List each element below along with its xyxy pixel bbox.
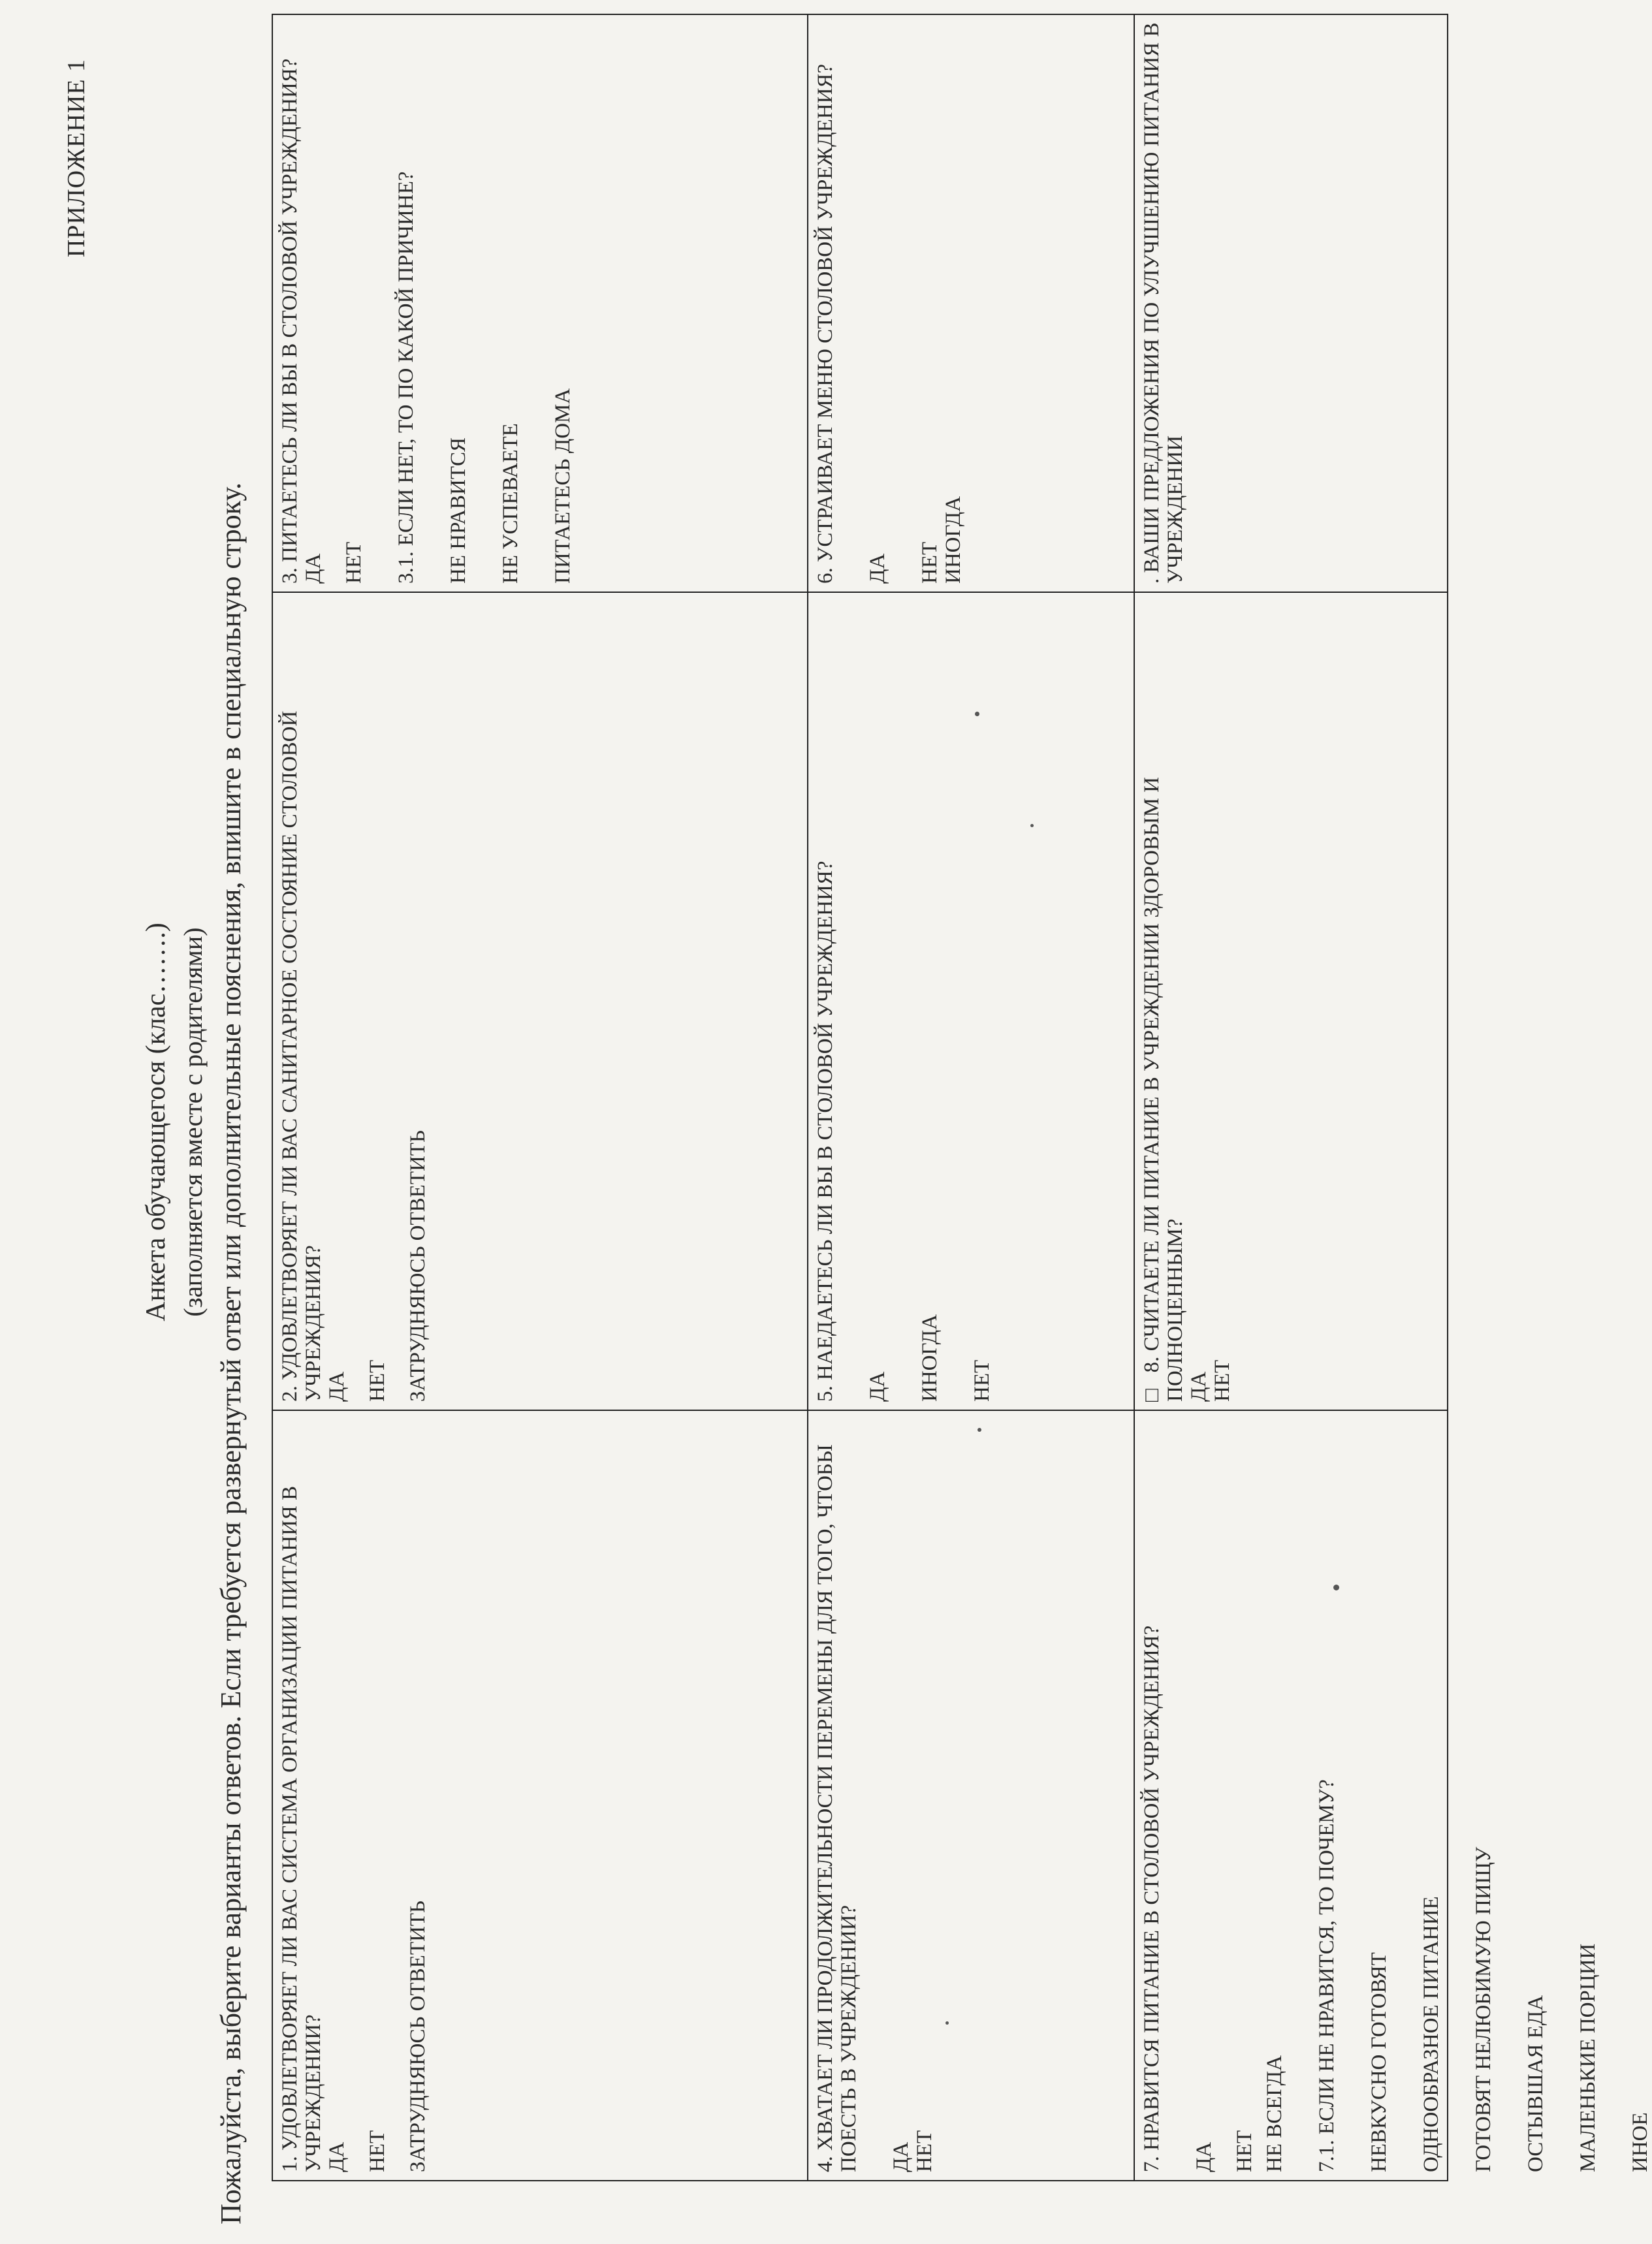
answer-option[interactable]: ИНОГДА <box>942 496 965 584</box>
question-text: 1. УДОВЛЕТВОРЯЕТ ЛИ ВАС СИСТЕМА ОРГАНИЗАЦИИ ПИТАНИЯ В УЧРЕЖДЕНИИ? <box>278 1485 325 2172</box>
questionnaire-subtitle: (заполняется вместе с родителями) <box>178 927 208 1317</box>
question-8-text: 8. СЧИТАЕТЕ ЛИ ПИТАНИЕ В УЧРЕЖДЕНИИ ЗДОРОВЫМ И ПОЛНОЦЕННЫМ? <box>1140 777 1187 1402</box>
answer-option[interactable]: ПИТАЕТЕСЬ ДОМА <box>551 388 575 584</box>
answer-option[interactable]: ДА <box>866 1371 889 1402</box>
question-cell-3 <box>273 14 808 592</box>
answer-option[interactable]: НЕТ <box>1233 2130 1256 2172</box>
answer-option[interactable]: НЕТ <box>913 2130 936 2172</box>
answer-option[interactable]: НЕТ <box>1211 1359 1234 1402</box>
answer-option[interactable]: ДА <box>302 553 325 584</box>
question-text <box>1140 599 1187 1402</box>
question-cell-4 <box>808 1410 1135 2180</box>
answer-option[interactable]: ЗАТРУДНЯЮСЬ ОТВЕТИТЬ <box>406 1901 430 2172</box>
checkbox-marker[interactable]: □ <box>1140 1389 1164 1402</box>
answer-option[interactable]: ДА <box>1187 1371 1211 1402</box>
question-text: 6. УСТРАИВАЕТ МЕНЮ СТОЛОВОЙ УЧРЕЖДЕНИЯ? <box>814 63 837 584</box>
question-cell-8 <box>1135 592 1448 1410</box>
question-text: 3. ПИТАЕТЕСЬ ЛИ ВЫ В СТОЛОВОЙ УЧРЕЖДЕНИЯ? <box>278 58 302 584</box>
appendix-label: ПРИЛОЖЕНИЕ 1 <box>63 59 90 258</box>
instructions: Пожалуйста, выберите варианты ответов. Если требуется развернутый ответ или дополнительные пояснения, впишите в специальную строку. <box>215 482 247 2224</box>
answer-option[interactable]: ДА <box>1192 2141 1216 2172</box>
question-cell-7 <box>1135 1410 1652 2180</box>
question-text: 4. ХВАТАЕТ ЛИ ПРОДОЛЖИТЕЛЬНОСТИ ПЕРЕМЕНЫ ДЛЯ ТОГО, ЧТОБЫ ПОЕСТЬ В УЧРЕЖДЕНИИ? <box>814 1444 861 2172</box>
answer-option[interactable]: ГОТОВЯТ НЕЛЮБИМУЮ ПИЩУ <box>1472 1846 1495 2172</box>
question-cell-9 <box>1135 14 1448 592</box>
answer-option[interactable]: ЗАТРУДНЯЮСЬ ОТВЕТИТЬ <box>406 1130 430 1402</box>
question-cell-1 <box>273 1410 808 2180</box>
question-text: 7. НРАВИТСЯ ПИТАНИЕ В СТОЛОВОЙ УЧРЕЖДЕНИЯ? <box>1140 1625 1164 2172</box>
answer-option[interactable]: ДА <box>889 2141 913 2172</box>
question-cell-6 <box>808 14 1135 592</box>
answer-option[interactable]: НЕВКУСНО ГОТОВЯТ <box>1367 1952 1391 2172</box>
answer-option[interactable]: ДА <box>325 1371 349 1402</box>
answer-option[interactable]: ОСТЫВШАЯ ЕДА <box>1524 1995 1548 2172</box>
answer-option[interactable]: ИНОЕ <box>1628 2112 1652 2172</box>
question-text: 2. УДОВЛЕТВОРЯЕТ ЛИ ВАС САНИТАРНОЕ СОСТОЯНИЕ СТОЛОВОЙ УЧРЕЖДЕНИЯ? <box>278 710 325 1402</box>
question-cell-2 <box>273 592 808 1410</box>
answer-option[interactable]: ОДНООБРАЗНОЕ ПИТАНИЕ <box>1420 1896 1443 2172</box>
question-cell-5 <box>808 592 1135 1410</box>
questionnaire-table <box>272 14 1652 2181</box>
answer-option[interactable]: НЕТ <box>342 541 366 584</box>
answer-option[interactable]: НЕ УСПЕВАЕТЕ <box>499 423 522 584</box>
answer-option[interactable]: ИНОГДА <box>918 1314 942 1402</box>
answer-option[interactable]: НЕТ <box>970 1359 994 1402</box>
question-text: . ВАШИ ПРЕДЛОЖЕНИЯ ПО УЛУЧШЕНИЮ ПИТАНИЯ В УЧРЕЖДЕНИИ <box>1140 22 1187 584</box>
answer-option[interactable]: ДА <box>325 2141 349 2172</box>
question-text: 5. НАЕДАЕТЕСЬ ЛИ ВЫ В СТОЛОВОЙ УЧРЕЖДЕНИЯ? <box>814 861 837 1402</box>
answer-option[interactable]: ДА <box>866 553 889 584</box>
answer-option[interactable]: НЕ ВСЕГДА <box>1263 2055 1286 2172</box>
answer-option[interactable]: НЕТ <box>366 1359 389 1402</box>
questionnaire-title: Анкета обучающегося (клас…….) <box>141 923 171 1321</box>
answer-option[interactable]: НЕТ <box>918 541 942 584</box>
answer-option[interactable]: НЕ НРАВИТСЯ <box>447 437 470 584</box>
sub-question-text: 7.1. ЕСЛИ НЕ НРАВИТСЯ, ТО ПОЧЕМУ? <box>1315 1779 1339 2172</box>
answer-option[interactable]: НЕТ <box>366 2130 389 2172</box>
answer-option[interactable]: МАЛЕНЬКИЕ ПОРЦИИ <box>1576 1943 1600 2172</box>
suggestions-answer-area[interactable] <box>1187 22 1383 584</box>
sub-question-text: 3.1. ЕСЛИ НЕТ, ТО ПО КАКОЙ ПРИЧИНЕ? <box>394 171 418 584</box>
